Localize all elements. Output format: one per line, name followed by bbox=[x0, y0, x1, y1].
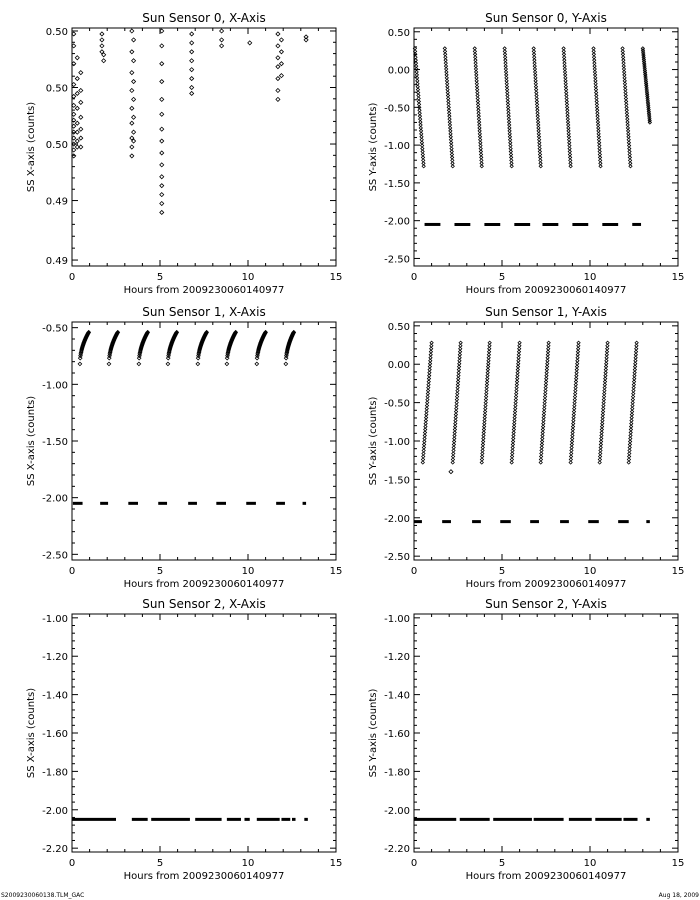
data-point bbox=[160, 210, 164, 214]
x-tick-label: 15 bbox=[671, 272, 685, 283]
plot-frame bbox=[72, 28, 336, 266]
data-point bbox=[510, 165, 513, 168]
data-point bbox=[430, 341, 433, 344]
data-point bbox=[629, 165, 632, 168]
footer-filename: S2009230060138.TLM_GAC bbox=[1, 892, 85, 899]
data-point bbox=[75, 106, 79, 110]
data-point bbox=[190, 77, 194, 81]
data-point bbox=[130, 145, 134, 149]
y-tick-label: -1.50 bbox=[384, 178, 410, 190]
data-point bbox=[132, 59, 136, 63]
data-point bbox=[132, 38, 136, 42]
data-point bbox=[599, 165, 602, 168]
chart-panel-5 bbox=[368, 597, 684, 882]
y-tick-label: 0.49 bbox=[45, 256, 68, 268]
data-point bbox=[100, 32, 104, 36]
y-tick-label: -2.00 bbox=[42, 805, 68, 817]
data-point bbox=[276, 65, 280, 69]
y-tick-label: -0.50 bbox=[384, 103, 410, 115]
data-point bbox=[130, 29, 134, 33]
x-tick-label: 5 bbox=[156, 858, 164, 869]
data-point bbox=[100, 38, 104, 42]
y-tick-label: -1.00 bbox=[42, 380, 68, 392]
data-point bbox=[190, 50, 194, 54]
data-point bbox=[79, 71, 83, 75]
footer-date: Aug 18, 2009 bbox=[658, 892, 699, 899]
data-point bbox=[220, 38, 224, 42]
data-point bbox=[276, 97, 280, 101]
x-tick-label: 5 bbox=[498, 858, 506, 869]
data-point bbox=[160, 44, 164, 48]
data-point bbox=[276, 32, 280, 36]
x-tick-label: 0 bbox=[410, 272, 418, 283]
y-tick-label: -2.00 bbox=[384, 513, 410, 525]
data-point bbox=[279, 74, 283, 78]
data-point bbox=[276, 77, 280, 81]
data-point bbox=[160, 80, 164, 84]
data-point bbox=[79, 127, 83, 131]
x-tick-label: 5 bbox=[156, 272, 164, 283]
x-axis-label: Hours from 2009230060140977 bbox=[465, 871, 627, 882]
y-axis-label: SS Y-axis (counts) bbox=[368, 102, 379, 192]
x-axis-label: Hours from 2009230060140977 bbox=[123, 871, 285, 882]
y-tick-label: 0.50 bbox=[45, 83, 68, 95]
x-tick-label: 0 bbox=[410, 858, 418, 869]
data-point bbox=[220, 29, 224, 33]
x-tick-label: 10 bbox=[241, 566, 255, 577]
data-point bbox=[279, 50, 283, 54]
data-point bbox=[255, 362, 259, 366]
data-point bbox=[225, 362, 229, 366]
x-tick-label: 15 bbox=[329, 272, 343, 283]
y-tick-label: 0.00 bbox=[387, 65, 410, 77]
y-tick-label: -1.00 bbox=[42, 613, 68, 625]
data-point bbox=[132, 97, 136, 101]
data-point bbox=[284, 362, 288, 366]
y-tick-label: -1.20 bbox=[42, 652, 68, 664]
x-axis-label: Hours from 2009230060140977 bbox=[465, 285, 627, 296]
data-point bbox=[547, 341, 550, 344]
data-point bbox=[606, 341, 609, 344]
y-tick-label: -1.50 bbox=[42, 437, 68, 448]
y-tick-label: -2.20 bbox=[42, 844, 68, 856]
y-tick-label: -2.00 bbox=[42, 493, 68, 505]
x-tick-label: 5 bbox=[156, 566, 164, 577]
data-point bbox=[480, 165, 483, 168]
data-point bbox=[569, 165, 572, 168]
data-point bbox=[166, 362, 170, 366]
data-point bbox=[635, 341, 638, 344]
y-tick-label: 0.49 bbox=[45, 196, 68, 208]
data-point bbox=[160, 175, 164, 179]
y-tick-label: -2.20 bbox=[384, 844, 410, 856]
y-tick-label: 0.50 bbox=[45, 26, 68, 38]
chart-panel-1 bbox=[368, 11, 684, 296]
data-point bbox=[75, 121, 79, 125]
data-point bbox=[160, 202, 164, 206]
x-tick-label: 5 bbox=[498, 566, 506, 577]
y-tick-label: -2.50 bbox=[384, 254, 410, 266]
y-tick-label: -2.00 bbox=[384, 216, 410, 228]
x-tick-label: 0 bbox=[410, 566, 418, 577]
data-point bbox=[79, 100, 83, 104]
data-point bbox=[137, 362, 141, 366]
data-point bbox=[79, 115, 83, 119]
chart-title: Sun Sensor 0, X-Axis bbox=[142, 11, 266, 25]
plot-frame bbox=[414, 28, 678, 266]
data-point bbox=[75, 77, 79, 81]
y-axis-label: SS X-axis (counts) bbox=[26, 687, 37, 779]
y-axis-label: SS X-axis (counts) bbox=[26, 395, 37, 487]
y-tick-label: -2.50 bbox=[384, 552, 410, 564]
data-point bbox=[130, 50, 134, 54]
data-point bbox=[160, 127, 164, 131]
data-series bbox=[414, 341, 650, 521]
data-point bbox=[107, 362, 111, 366]
y-tick-label: -1.40 bbox=[384, 690, 410, 702]
data-point bbox=[160, 62, 164, 66]
data-point bbox=[276, 88, 280, 92]
data-point bbox=[220, 44, 224, 48]
chart-panel-0 bbox=[26, 11, 342, 296]
data-point bbox=[132, 115, 136, 119]
x-tick-label: 15 bbox=[671, 566, 685, 577]
x-tick-label: 10 bbox=[583, 566, 597, 577]
data-point bbox=[160, 112, 164, 116]
plot-frame bbox=[72, 322, 336, 560]
data-point bbox=[422, 165, 425, 168]
data-point bbox=[190, 41, 194, 45]
data-point bbox=[190, 32, 194, 36]
y-tick-label: 0.50 bbox=[387, 27, 410, 39]
data-point bbox=[132, 80, 136, 84]
data-point bbox=[102, 59, 106, 63]
x-axis-label: Hours from 2009230060140977 bbox=[465, 579, 627, 590]
data-point bbox=[451, 165, 454, 168]
x-tick-label: 0 bbox=[68, 858, 76, 869]
chart-title: Sun Sensor 0, Y-Axis bbox=[485, 11, 607, 25]
data-point bbox=[449, 470, 453, 474]
data-point bbox=[248, 41, 252, 45]
data-point bbox=[100, 44, 104, 48]
y-tick-label: -1.80 bbox=[384, 767, 410, 779]
y-tick-label: -1.00 bbox=[384, 613, 410, 625]
data-point bbox=[79, 88, 83, 92]
y-axis-label: SS Y-axis (counts) bbox=[368, 688, 379, 778]
data-point bbox=[75, 56, 79, 60]
chart-panel-4 bbox=[26, 597, 342, 882]
chart-title: Sun Sensor 2, Y-Axis bbox=[485, 597, 607, 611]
y-tick-label: 0.00 bbox=[387, 360, 410, 372]
plot-frame bbox=[414, 614, 678, 852]
y-tick-label: -1.40 bbox=[42, 690, 68, 702]
y-tick-label: -0.50 bbox=[42, 323, 68, 335]
x-tick-label: 10 bbox=[241, 858, 255, 869]
data-point bbox=[190, 68, 194, 72]
x-tick-label: 10 bbox=[241, 272, 255, 283]
y-axis-label: SS Y-axis (counts) bbox=[368, 396, 379, 486]
data-point bbox=[279, 38, 283, 42]
data-series bbox=[72, 29, 308, 214]
y-axis-label: SS X-axis (counts) bbox=[26, 101, 37, 193]
data-point bbox=[459, 341, 462, 344]
data-point bbox=[130, 88, 134, 92]
y-tick-label: -0.50 bbox=[384, 398, 410, 410]
data-point bbox=[78, 362, 82, 366]
data-point bbox=[160, 184, 164, 188]
chart-title: Sun Sensor 1, X-Axis bbox=[142, 305, 266, 319]
x-tick-label: 0 bbox=[68, 272, 76, 283]
data-point bbox=[132, 130, 136, 134]
data-point bbox=[160, 139, 164, 143]
data-point bbox=[276, 56, 280, 60]
chart-panel-2 bbox=[26, 305, 342, 590]
data-point bbox=[577, 341, 580, 344]
data-point bbox=[130, 71, 134, 75]
y-tick-label: -1.60 bbox=[42, 729, 68, 740]
y-tick-label: -1.60 bbox=[384, 729, 410, 740]
y-tick-label: -1.80 bbox=[42, 767, 68, 779]
y-tick-label: -1.20 bbox=[384, 652, 410, 664]
data-series bbox=[413, 47, 651, 225]
data-point bbox=[160, 97, 164, 101]
data-point bbox=[190, 59, 194, 63]
y-tick-label: 0.50 bbox=[45, 140, 68, 152]
data-point bbox=[279, 62, 283, 66]
data-point bbox=[160, 151, 164, 155]
x-tick-label: 10 bbox=[583, 272, 597, 283]
y-tick-label: -2.00 bbox=[384, 805, 410, 817]
y-tick-label: -1.50 bbox=[384, 475, 410, 487]
data-point bbox=[276, 44, 280, 48]
data-point bbox=[190, 86, 194, 90]
data-point bbox=[518, 341, 521, 344]
data-point bbox=[190, 91, 194, 95]
x-tick-label: 15 bbox=[671, 858, 685, 869]
plot-frame bbox=[72, 614, 336, 852]
data-point bbox=[79, 136, 83, 140]
x-tick-label: 15 bbox=[329, 858, 343, 869]
data-series bbox=[73, 330, 306, 503]
data-point bbox=[488, 341, 491, 344]
y-tick-label: -1.00 bbox=[384, 141, 410, 153]
x-tick-label: 0 bbox=[68, 566, 76, 577]
data-point bbox=[75, 91, 79, 95]
chart-title: Sun Sensor 1, Y-Axis bbox=[485, 305, 607, 319]
x-tick-label: 10 bbox=[583, 858, 597, 869]
data-point bbox=[130, 106, 134, 110]
y-tick-label: -1.00 bbox=[384, 437, 410, 448]
y-tick-label: 0.50 bbox=[387, 321, 410, 333]
x-axis-label: Hours from 2009230060140977 bbox=[123, 579, 285, 590]
data-point bbox=[130, 154, 134, 158]
data-point bbox=[130, 121, 134, 125]
x-tick-label: 5 bbox=[498, 272, 506, 283]
data-point bbox=[75, 139, 79, 143]
chart-title: Sun Sensor 2, X-Axis bbox=[142, 597, 266, 611]
x-axis-label: Hours from 2009230060140977 bbox=[123, 285, 285, 296]
data-point bbox=[160, 193, 164, 197]
data-point bbox=[196, 362, 200, 366]
data-point bbox=[539, 165, 542, 168]
data-point bbox=[160, 163, 164, 167]
y-tick-label: -2.50 bbox=[42, 550, 68, 562]
x-tick-label: 15 bbox=[329, 566, 343, 577]
chart-panel-3 bbox=[368, 305, 684, 590]
